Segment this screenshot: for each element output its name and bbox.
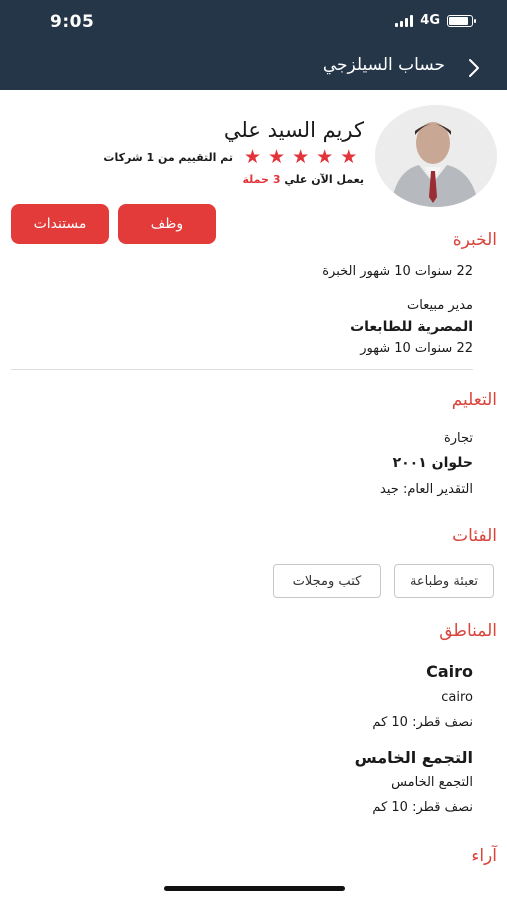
categories-title: الفئات [452, 526, 497, 546]
region-name: التجمع الخامس [354, 748, 473, 767]
battery-icon [447, 15, 473, 27]
experience-duration: 22 سنوات 10 شهور [360, 341, 473, 356]
education-field: تجارة [443, 431, 473, 446]
experience-company: المصرية للطابعات [350, 319, 473, 335]
rated-by-text: تم التقييم من 1 شركات [103, 151, 233, 164]
chevron-right-icon[interactable] [463, 57, 485, 79]
category-chip[interactable]: كتب ومجلات [273, 564, 381, 598]
experience-role: مدير مبيعات [407, 298, 473, 313]
star-icon: ★ [268, 146, 286, 168]
region-name: Cairo [426, 662, 473, 681]
status-time: 9:05 [50, 12, 95, 32]
regions-title: المناطق [439, 621, 497, 641]
top-bar [0, 0, 507, 90]
star-icon: ★ [316, 146, 334, 168]
region-sub: التجمع الخامس [391, 775, 473, 790]
works-on-text [243, 173, 364, 186]
star-icon: ★ [292, 146, 310, 168]
network-label: 4G [420, 13, 440, 28]
education-title: التعليم [451, 390, 497, 410]
home-indicator[interactable] [164, 886, 345, 891]
region-sub: cairo [441, 690, 473, 705]
rating-stars [244, 148, 357, 167]
experience-title: الخبرة [452, 230, 497, 250]
signal-icon [395, 15, 413, 27]
salesman-name: كريم السيد علي [223, 118, 364, 142]
region-radius: نصف قطر: 10 كم [372, 800, 473, 815]
status-indicators [395, 13, 473, 28]
education-school: حلوان ٢٠٠١ [392, 455, 473, 471]
region-radius: نصف قطر: 10 كم [372, 715, 473, 730]
education-grade: التقدير العام: جيد [380, 482, 473, 497]
star-icon: ★ [340, 146, 358, 168]
experience-total: 22 سنوات 10 شهور الخبرة [322, 264, 473, 279]
reviews-title: آراء [471, 846, 497, 866]
star-icon: ★ [244, 146, 262, 168]
hire-button[interactable]: وظف [118, 204, 216, 244]
category-chip[interactable]: تعبئة وطباعة [394, 564, 494, 598]
divider [11, 369, 473, 370]
documents-button[interactable]: مستندات [11, 204, 109, 244]
page-title: حساب السيلزجي [322, 55, 445, 75]
campaign-count[interactable]: 3 حملة [242, 173, 281, 186]
works-prefix: يعمل الآن علي [284, 173, 364, 186]
avatar [375, 105, 497, 207]
